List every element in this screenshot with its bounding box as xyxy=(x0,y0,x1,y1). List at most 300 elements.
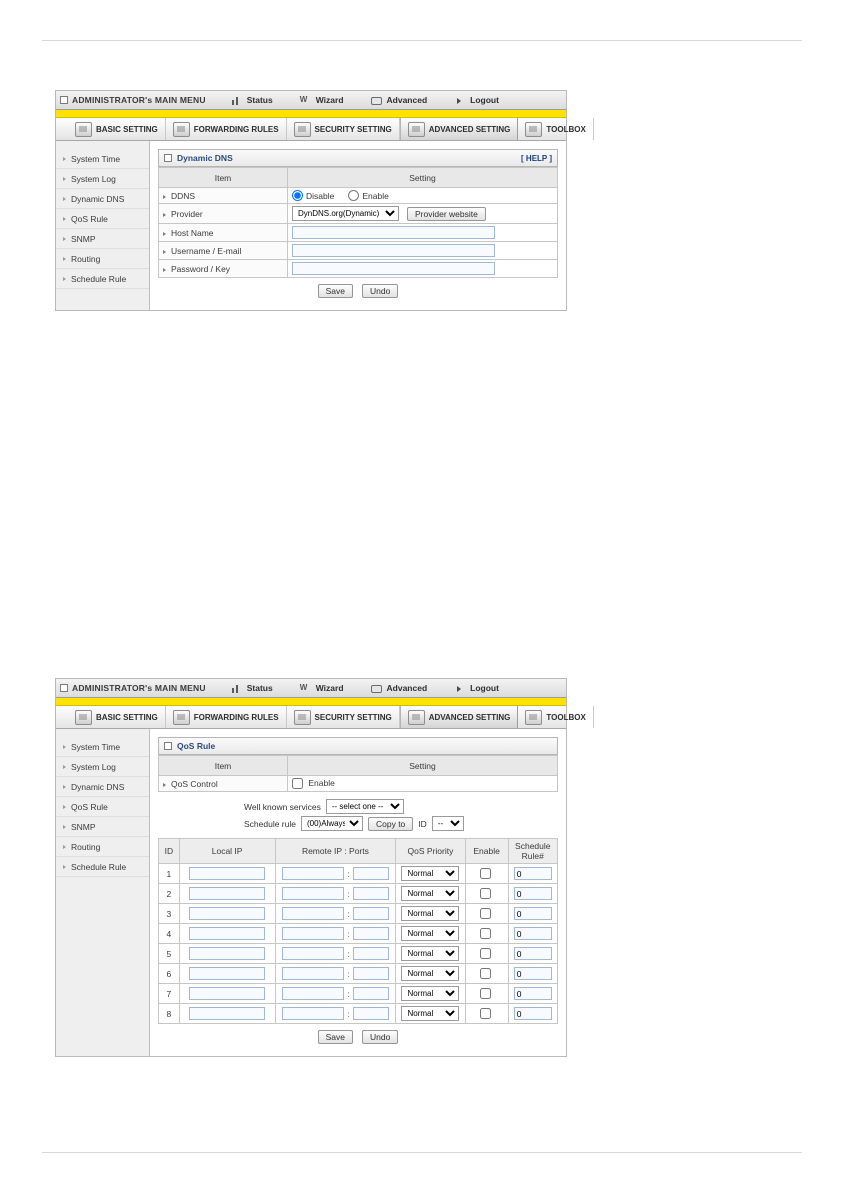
remote-ip-input[interactable] xyxy=(282,967,344,980)
tab-basic-setting[interactable] xyxy=(68,118,166,140)
table-row xyxy=(159,904,558,924)
tab-toolbox[interactable] xyxy=(518,118,593,140)
row-priority xyxy=(396,1004,465,1024)
sidebar-item-label: SNMP xyxy=(71,821,96,832)
row-id: 1 xyxy=(159,864,180,884)
remote-ip-input[interactable] xyxy=(282,867,344,880)
local-ip-input[interactable] xyxy=(189,867,265,880)
top-menu-bar xyxy=(56,91,566,110)
table-row-ddns xyxy=(159,188,558,204)
nav-status[interactable] xyxy=(230,683,273,694)
row-local-ip xyxy=(179,884,275,904)
logout-arrow-icon xyxy=(453,95,466,106)
column-header-priority: QoS Priority xyxy=(396,839,465,864)
enable-checkbox[interactable] xyxy=(480,908,491,919)
remote-port-input[interactable] xyxy=(353,907,389,920)
bullet-icon xyxy=(63,865,66,869)
provider-select[interactable] xyxy=(292,206,399,221)
table-row xyxy=(159,924,558,944)
sidebar-item-qos-rule[interactable] xyxy=(56,797,149,817)
ddns-disable-label: Disable xyxy=(306,190,335,201)
tab-forwarding-rules-label: FORWARDING RULES xyxy=(193,712,279,722)
table-row-provider xyxy=(159,204,558,224)
bullet-icon xyxy=(163,213,166,217)
nav-logout-label: Logout xyxy=(470,683,499,693)
local-ip-input[interactable] xyxy=(189,987,265,1000)
sidebar-item-snmp[interactable] xyxy=(56,229,149,249)
username-input[interactable] xyxy=(292,244,495,257)
colon-separator: : xyxy=(347,868,350,879)
schedule-rule-input[interactable] xyxy=(514,947,552,960)
row-schedule xyxy=(508,984,557,1004)
bullet-icon xyxy=(63,257,66,261)
remote-port-input[interactable] xyxy=(353,987,389,1000)
tab-advanced-setting[interactable] xyxy=(400,118,519,140)
schedule-rule-input[interactable] xyxy=(514,967,552,980)
row-value-username xyxy=(288,242,558,260)
priority-select[interactable] xyxy=(401,946,459,961)
schedule-rule-input[interactable] xyxy=(514,927,552,940)
sidebar-item-label: QoS Rule xyxy=(71,801,108,812)
row-schedule xyxy=(508,924,557,944)
row-remote-ip xyxy=(275,904,396,924)
column-header-schedule xyxy=(508,839,557,864)
remote-ip-input[interactable] xyxy=(282,987,344,1000)
row-schedule xyxy=(508,964,557,984)
priority-select[interactable] xyxy=(401,906,459,921)
qos-control-table xyxy=(158,755,558,792)
router-admin-panel-qos xyxy=(55,678,586,1057)
qos-control-enable-label: Enable xyxy=(308,778,335,788)
bullet-icon xyxy=(63,785,66,789)
panel-body xyxy=(56,141,566,310)
row-id: 4 xyxy=(159,924,180,944)
remote-ip-input[interactable] xyxy=(282,887,344,900)
advanced-gear-icon xyxy=(370,95,383,106)
column-header-local-ip: Local IP xyxy=(179,839,275,864)
status-bars-icon xyxy=(230,95,243,106)
enable-checkbox[interactable] xyxy=(480,1008,491,1019)
qos-control-enable-checkbox[interactable] xyxy=(292,778,303,789)
sidebar-item-snmp[interactable] xyxy=(56,817,149,837)
accent-bar xyxy=(56,698,566,706)
row-local-ip xyxy=(179,924,275,944)
bullet-icon xyxy=(163,268,166,272)
bullet-icon xyxy=(163,195,166,199)
bullet-icon xyxy=(63,765,66,769)
enable-checkbox[interactable] xyxy=(480,948,491,959)
nav-wizard[interactable] xyxy=(299,683,344,694)
copy-to-id-label: ID xyxy=(418,818,427,829)
row-remote-ip xyxy=(275,964,396,984)
nav-logout[interactable] xyxy=(453,683,499,694)
admin-main-menu-text: ADMINISTRATOR's MAIN MENU xyxy=(72,683,206,693)
table-row-hostname xyxy=(159,224,558,242)
schedule-rule-input[interactable] xyxy=(514,867,552,880)
row-priority xyxy=(396,984,465,1004)
undo-button[interactable]: Undo xyxy=(362,284,398,298)
sidebar-item-routing[interactable] xyxy=(56,837,149,857)
colon-separator: : xyxy=(347,928,350,939)
content-area-ddns xyxy=(150,141,566,310)
priority-select[interactable] xyxy=(401,926,459,941)
row-schedule xyxy=(508,1004,557,1024)
qos-options-area xyxy=(158,792,558,838)
tab-basic-setting[interactable] xyxy=(68,706,166,728)
sidebar-item-dynamic-dns[interactable] xyxy=(56,189,149,209)
sidebar-item-system-time[interactable] xyxy=(56,149,149,169)
ddns-button-row xyxy=(158,278,558,300)
page-title: QoS Rule xyxy=(177,741,216,751)
save-button[interactable]: Save xyxy=(318,1030,353,1044)
priority-select[interactable] xyxy=(401,866,459,881)
colon-separator: : xyxy=(347,948,350,959)
password-input[interactable] xyxy=(292,262,495,275)
tab-bar xyxy=(56,706,586,729)
well-known-services-select[interactable] xyxy=(326,799,404,814)
remote-ip-input[interactable] xyxy=(282,947,344,960)
table-row xyxy=(159,864,558,884)
row-id: 2 xyxy=(159,884,180,904)
enable-checkbox[interactable] xyxy=(480,868,491,879)
tab-security-setting-label: SECURITY SETTING xyxy=(314,124,392,134)
wizard-wand-icon xyxy=(299,683,312,694)
row-id: 8 xyxy=(159,1004,180,1024)
hostname-input[interactable] xyxy=(292,226,495,239)
tab-security-setting[interactable] xyxy=(287,118,400,140)
remote-port-input[interactable] xyxy=(353,927,389,940)
row-enable xyxy=(465,984,508,1004)
row-remote-ip xyxy=(275,1004,396,1024)
top-nav xyxy=(230,683,499,694)
tab-toolbox-label: TOOLBOX xyxy=(546,124,586,134)
local-ip-input[interactable] xyxy=(189,887,265,900)
column-header-schedule-line1: Schedule xyxy=(515,841,551,852)
row-label-provider xyxy=(159,204,288,224)
hostname-label-text: Host Name xyxy=(171,227,214,238)
bullet-icon xyxy=(63,197,66,201)
priority-select[interactable] xyxy=(401,966,459,981)
sidebar-item-dynamic-dns[interactable] xyxy=(56,777,149,797)
ddns-label-text: DDNS xyxy=(171,190,196,201)
column-header-setting: Setting xyxy=(288,168,558,188)
admin-main-menu-label xyxy=(60,683,206,693)
remote-port-input[interactable] xyxy=(353,887,389,900)
row-remote-ip xyxy=(275,924,396,944)
sidebar-item-label: Routing xyxy=(71,253,101,264)
row-remote-ip xyxy=(275,864,396,884)
tab-toolbox-label: TOOLBOX xyxy=(546,712,586,722)
priority-select[interactable] xyxy=(401,1006,459,1021)
row-id: 3 xyxy=(159,904,180,924)
row-schedule xyxy=(508,884,557,904)
nav-status[interactable] xyxy=(230,95,273,106)
table-row-password xyxy=(159,260,558,278)
row-value-provider xyxy=(288,204,558,224)
column-header-setting: Setting xyxy=(288,756,558,776)
sidebar-item-qos-rule[interactable] xyxy=(56,209,149,229)
section-header-qos xyxy=(158,737,558,755)
remote-port-input[interactable] xyxy=(353,947,389,960)
tab-forwarding-rules-label: FORWARDING RULES xyxy=(193,124,279,134)
row-id: 7 xyxy=(159,984,180,1004)
row-enable xyxy=(465,904,508,924)
tab-advanced-setting-label: ADVANCED SETTING xyxy=(428,712,511,722)
nav-status-label: Status xyxy=(246,95,273,105)
forwarding-rules-icon xyxy=(173,122,190,137)
row-priority xyxy=(396,924,465,944)
colon-separator: : xyxy=(347,1008,350,1019)
sidebar-item-routing[interactable] xyxy=(56,249,149,269)
row-value-hostname xyxy=(288,224,558,242)
forwarding-rules-icon xyxy=(173,710,190,725)
sidebar-item-label: System Time xyxy=(71,741,121,752)
nav-advanced-label: Advanced xyxy=(386,683,428,693)
copy-to-button[interactable]: Copy to xyxy=(368,817,413,831)
row-id: 5 xyxy=(159,944,180,964)
sidebar-item-label: System Log xyxy=(71,761,116,772)
help-link[interactable]: [ HELP ] xyxy=(521,153,552,163)
row-value-ddns xyxy=(288,188,558,204)
password-label-text: Password / Key xyxy=(171,263,231,274)
local-ip-input[interactable] xyxy=(189,967,265,980)
qos-button-row xyxy=(158,1024,558,1046)
page-title: Dynamic DNS xyxy=(177,153,233,163)
provider-website-button[interactable]: Provider website xyxy=(407,207,486,221)
well-known-services-row xyxy=(158,799,554,814)
tab-security-setting[interactable] xyxy=(287,706,400,728)
column-header-schedule-line2: Rule# xyxy=(521,851,544,862)
security-setting-icon xyxy=(294,122,311,137)
tab-basic-setting-label: BASIC SETTING xyxy=(96,124,158,134)
row-enable xyxy=(465,924,508,944)
qos-control-label-text: QoS Control xyxy=(171,778,218,789)
ddns-enable-radio[interactable] xyxy=(348,190,359,201)
local-ip-input[interactable] xyxy=(189,907,265,920)
nav-status-label: Status xyxy=(246,683,273,693)
sidebar-item-label: SNMP xyxy=(71,233,96,244)
column-header-item: Item xyxy=(159,168,288,188)
nav-wizard[interactable] xyxy=(299,95,344,106)
row-enable xyxy=(465,884,508,904)
row-label-hostname xyxy=(159,224,288,242)
schedule-rule-input[interactable] xyxy=(514,907,552,920)
bullet-icon xyxy=(63,845,66,849)
sidebar-item-system-time[interactable] xyxy=(56,737,149,757)
colon-separator: : xyxy=(347,908,350,919)
enable-checkbox[interactable] xyxy=(480,988,491,999)
sidebar xyxy=(56,729,150,1056)
remote-ip-input[interactable] xyxy=(282,927,344,940)
table-header-row xyxy=(159,168,558,188)
enable-checkbox[interactable] xyxy=(480,928,491,939)
table-row xyxy=(159,1004,558,1024)
row-remote-ip xyxy=(275,884,396,904)
row-label-qos-control xyxy=(159,776,288,792)
bullet-icon xyxy=(63,805,66,809)
tab-basic-setting-label: BASIC SETTING xyxy=(96,712,158,722)
row-priority xyxy=(396,964,465,984)
nav-advanced[interactable] xyxy=(370,683,428,694)
priority-select[interactable] xyxy=(401,886,459,901)
ddns-enable-label: Enable xyxy=(362,190,389,201)
copy-to-id-select[interactable] xyxy=(432,816,464,831)
status-bars-icon xyxy=(230,683,243,694)
remote-ip-input[interactable] xyxy=(282,907,344,920)
sidebar-item-schedule-rule[interactable] xyxy=(56,857,149,877)
sidebar-item-label: System Time xyxy=(71,153,121,164)
tab-security-setting-label: SECURITY SETTING xyxy=(314,712,392,722)
page-rule-bottom xyxy=(42,1152,802,1153)
row-priority xyxy=(396,884,465,904)
bullet-icon xyxy=(63,277,66,281)
save-button[interactable]: Save xyxy=(318,284,353,298)
row-enable xyxy=(465,964,508,984)
remote-ip-input[interactable] xyxy=(282,1007,344,1020)
square-icon xyxy=(164,742,172,750)
tab-forwarding-rules[interactable] xyxy=(166,118,287,140)
local-ip-input[interactable] xyxy=(189,1007,265,1020)
top-menu-bar xyxy=(56,679,566,698)
section-header-ddns xyxy=(158,149,558,167)
square-icon xyxy=(164,154,172,162)
top-nav xyxy=(230,95,499,106)
column-header-item: Item xyxy=(159,756,288,776)
sidebar-item-label: Schedule Rule xyxy=(71,273,127,284)
schedule-rule-row xyxy=(158,816,554,831)
well-known-services-label: Well known services xyxy=(244,801,321,812)
tab-forwarding-rules[interactable] xyxy=(166,706,287,728)
bullet-icon xyxy=(163,783,166,787)
schedule-rule-input[interactable] xyxy=(514,1007,552,1020)
schedule-rule-input[interactable] xyxy=(514,887,552,900)
router-admin-panel-ddns xyxy=(55,90,586,311)
remote-port-input[interactable] xyxy=(353,867,389,880)
table-row-qos-control xyxy=(159,776,558,792)
admin-main-menu-text: ADMINISTRATOR's MAIN MENU xyxy=(72,95,206,105)
sidebar-item-label: Schedule Rule xyxy=(71,861,127,872)
remote-port-input[interactable] xyxy=(353,967,389,980)
panel-body xyxy=(56,729,566,1056)
row-priority xyxy=(396,944,465,964)
remote-port-input[interactable] xyxy=(353,1007,389,1020)
ddns-disable-option[interactable] xyxy=(292,190,334,201)
row-enable xyxy=(465,864,508,884)
toolbox-icon xyxy=(525,710,542,725)
schedule-rule-input[interactable] xyxy=(514,987,552,1000)
table-row xyxy=(159,944,558,964)
column-header-remote-ip: Remote IP : Ports xyxy=(275,839,396,864)
advanced-gear-icon xyxy=(370,683,383,694)
square-icon xyxy=(60,96,68,104)
page-rule-top xyxy=(42,40,802,41)
row-enable xyxy=(465,944,508,964)
row-enable xyxy=(465,1004,508,1024)
sidebar-item-schedule-rule[interactable] xyxy=(56,269,149,289)
row-schedule xyxy=(508,944,557,964)
sidebar xyxy=(56,141,150,310)
nav-wizard-label: Wizard xyxy=(315,683,344,693)
tab-bar xyxy=(56,118,586,141)
column-header-id: ID xyxy=(159,839,180,864)
nav-advanced-label: Advanced xyxy=(386,95,428,105)
bullet-icon xyxy=(63,157,66,161)
square-icon xyxy=(60,684,68,692)
ddns-settings-table xyxy=(158,167,558,278)
row-value-password xyxy=(288,260,558,278)
username-label-text: Username / E-mail xyxy=(171,245,242,256)
bullet-icon xyxy=(63,745,66,749)
qos-control-enable-option[interactable] xyxy=(292,778,335,788)
admin-main-menu-label xyxy=(60,95,206,105)
row-local-ip xyxy=(179,864,275,884)
nav-logout-label: Logout xyxy=(470,95,499,105)
accent-bar xyxy=(56,110,566,118)
schedule-rule-label: Schedule rule xyxy=(244,818,296,829)
priority-select[interactable] xyxy=(401,986,459,1001)
table-row-username xyxy=(159,242,558,260)
advanced-setting-icon xyxy=(408,710,425,725)
row-remote-ip xyxy=(275,984,396,1004)
row-label-username xyxy=(159,242,288,260)
column-header-enable: Enable xyxy=(465,839,508,864)
sidebar-item-system-log[interactable] xyxy=(56,169,149,189)
colon-separator: : xyxy=(347,968,350,979)
tab-toolbox[interactable] xyxy=(518,706,593,728)
enable-checkbox[interactable] xyxy=(480,888,491,899)
content-area-qos xyxy=(150,729,566,1056)
nav-logout[interactable] xyxy=(453,95,499,106)
bullet-icon xyxy=(163,250,166,254)
sidebar-item-label: QoS Rule xyxy=(71,213,108,224)
row-local-ip xyxy=(179,1004,275,1024)
row-local-ip xyxy=(179,904,275,924)
provider-controls xyxy=(292,206,553,221)
bullet-icon xyxy=(63,825,66,829)
basic-setting-icon xyxy=(75,710,92,725)
sidebar-item-label: Dynamic DNS xyxy=(71,781,125,792)
colon-separator: : xyxy=(347,888,350,899)
provider-label-text: Provider xyxy=(171,208,203,219)
row-priority xyxy=(396,864,465,884)
advanced-setting-icon xyxy=(408,122,425,137)
row-remote-ip xyxy=(275,944,396,964)
sidebar-item-system-log[interactable] xyxy=(56,757,149,777)
security-setting-icon xyxy=(294,710,311,725)
ddns-disable-radio[interactable] xyxy=(292,190,303,201)
local-ip-input[interactable] xyxy=(189,927,265,940)
row-schedule xyxy=(508,904,557,924)
undo-button[interactable]: Undo xyxy=(362,1030,398,1044)
ddns-radio-group xyxy=(292,190,553,201)
row-schedule xyxy=(508,864,557,884)
colon-separator: : xyxy=(347,988,350,999)
qos-rules-table xyxy=(158,838,558,1024)
schedule-rule-select[interactable] xyxy=(301,816,363,831)
basic-setting-icon xyxy=(75,122,92,137)
enable-checkbox[interactable] xyxy=(480,968,491,979)
row-local-ip xyxy=(179,944,275,964)
nav-advanced[interactable] xyxy=(370,95,428,106)
tab-advanced-setting-label: ADVANCED SETTING xyxy=(428,124,511,134)
nav-wizard-label: Wizard xyxy=(315,95,344,105)
row-label-ddns xyxy=(159,188,288,204)
toolbox-icon xyxy=(525,122,542,137)
logout-arrow-icon xyxy=(453,683,466,694)
local-ip-input[interactable] xyxy=(189,947,265,960)
ddns-enable-option[interactable] xyxy=(348,190,388,201)
tab-advanced-setting[interactable] xyxy=(400,706,519,728)
